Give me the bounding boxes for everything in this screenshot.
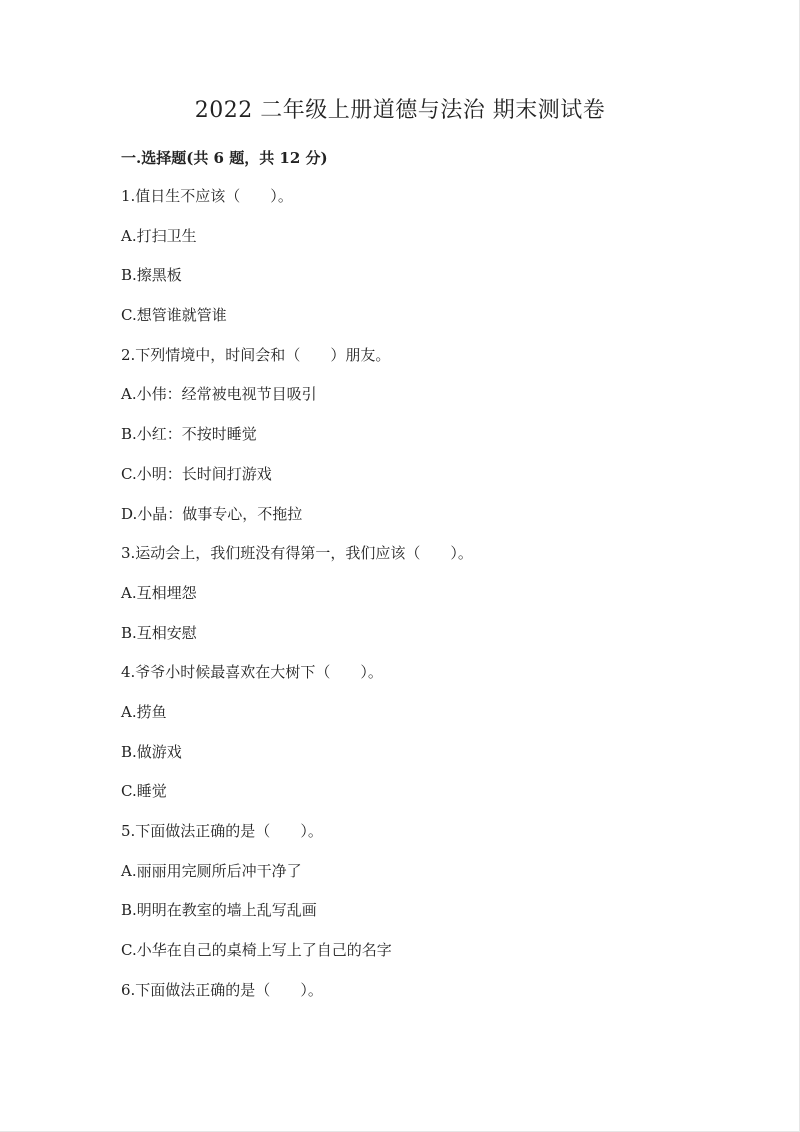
option-line: A.互相埋怨 — [121, 583, 197, 602]
question-line: 5.下面做法正确的是（ ）。 — [121, 822, 323, 840]
section-heading: 一.选择题(共 6 题，共 12 分) — [121, 149, 328, 167]
option-line: B.互相安慰 — [121, 623, 197, 642]
option-line: C.想管谁就管谁 — [121, 306, 227, 325]
question-line: 6.下面做法正确的是（ ）。 — [121, 980, 323, 999]
option-line: D.小晶：做事专心，不拖拉 — [121, 504, 303, 523]
option-line: C.小明：长时间打游戏 — [121, 464, 272, 483]
question-line: 3.运动会上，我们班没有得第一，我们应该（ ）。 — [121, 544, 473, 563]
exam-title: 2022 二年级上册道德与法治 期末测试卷 — [194, 98, 606, 123]
option-line: B.明明在教室的墙上乱写乱画 — [121, 901, 317, 920]
option-line: A.捞鱼 — [121, 702, 167, 721]
option-line: A.打扫卫生 — [121, 226, 197, 245]
option-line: B.做游戏 — [121, 742, 182, 761]
question-line: 2.下列情境中，时间会和（ ）朋友。 — [121, 345, 391, 364]
option-line: B.擦黑板 — [121, 266, 182, 285]
option-line: B.小红：不按时睡觉 — [121, 425, 257, 444]
option-line: C.睡觉 — [121, 782, 167, 801]
question-line: 4.爷爷小时候最喜欢在大树下（ ）。 — [121, 663, 383, 682]
question-line: 1.值日生不应该（ ）。 — [121, 187, 293, 205]
option-line: C.小华在自己的桌椅上写上了自己的名字 — [121, 941, 392, 960]
question-list — [121, 185, 473, 1018]
option-line: A.小伟：经常被电视节目吸引 — [121, 385, 317, 404]
option-line: A.丽丽用完厕所后冲干净了 — [121, 861, 302, 880]
